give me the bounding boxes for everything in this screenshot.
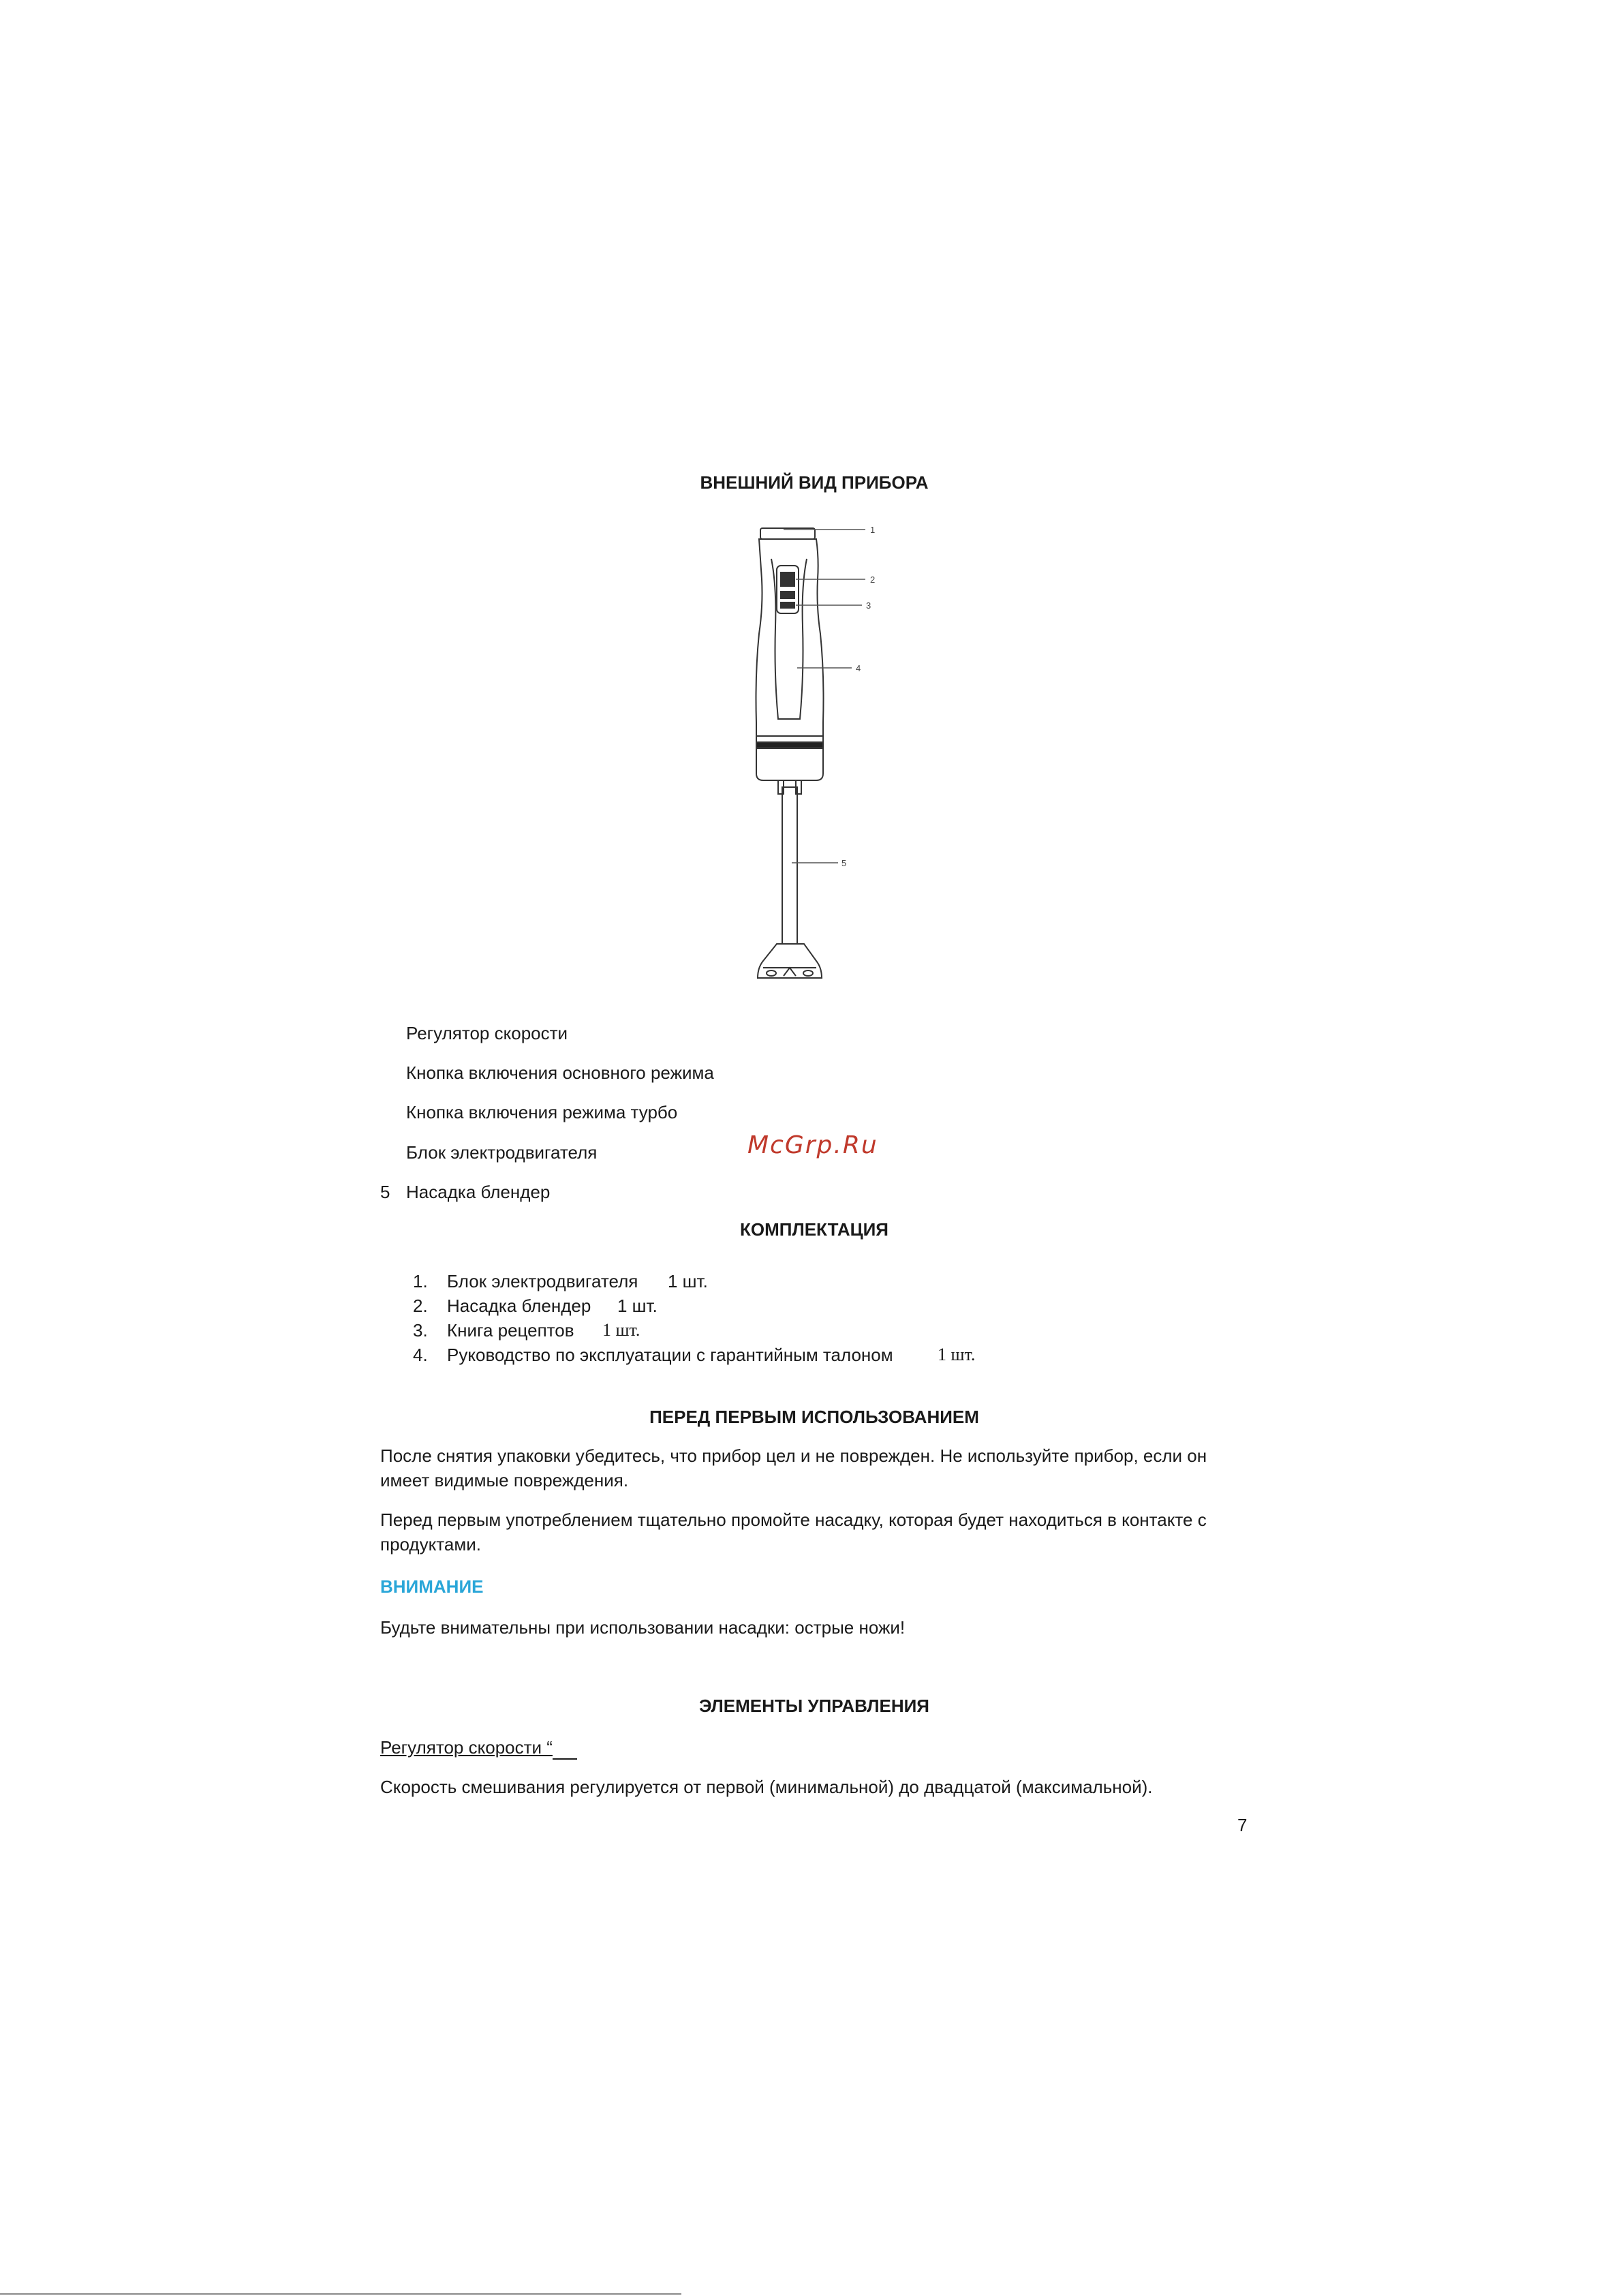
blender-diagram xyxy=(736,518,899,981)
callout-1: 1 xyxy=(870,525,876,535)
callout-5: 5 xyxy=(841,858,847,868)
part-label-1: Регулятор скорости xyxy=(406,1023,568,1043)
part-label-2: Кнопка включения основного режима xyxy=(406,1062,714,1083)
callout-2: 2 xyxy=(870,575,876,585)
contents-item-num-3: 3. xyxy=(413,1320,428,1341)
before-use-paragraph-2: Перед первым употреблением тщательно промойте насадку, которая будет находиться в контакте с продуктами. xyxy=(380,1510,1207,1555)
part-label-3: Кнопка включения режима турбо xyxy=(406,1102,678,1122)
section-title-appearance: ВНЕШНИЙ ВИД ПРИБОРА xyxy=(700,472,929,493)
contents-item-num-4: 4. xyxy=(413,1345,428,1365)
speed-regulator-label: Регулятор скорости “ xyxy=(380,1735,604,1760)
contents-item-qty-2: 1 шт. xyxy=(617,1296,658,1316)
part-number-5: 5 xyxy=(380,1182,390,1202)
contents-item-label-2: Насадка блендер xyxy=(447,1296,591,1316)
before-use-paragraph-1: После снятия упаковки убедитесь, что прибор цел и не поврежден. Не используйте прибор, если он имеет видимые повреждения. xyxy=(380,1445,1207,1490)
section-title-before-use: ПЕРЕД ПЕРВЫМ ИСПОЛЬЗОВАНИЕМ xyxy=(649,1407,979,1427)
section-title-contents: КОМПЛЕКТАЦИЯ xyxy=(740,1219,888,1240)
warning-text: Будьте внимательны при использовании насадки: острые ножи! xyxy=(380,1617,906,1638)
contents-item-num-2: 2. xyxy=(413,1296,428,1316)
contents-item-label-4: Руководство по эксплуатации с гарантийным талоном xyxy=(447,1345,893,1365)
contents-item-qty-4: 1 шт. xyxy=(938,1345,976,1364)
page-number: 7 xyxy=(1237,1815,1248,1835)
contents-item-qty-1: 1 шт. xyxy=(668,1271,708,1291)
part-label-5: Насадка блендер xyxy=(406,1182,551,1202)
warning-label: ВНИМАНИЕ xyxy=(380,1576,484,1597)
contents-item-label-1: Блок электродвигателя xyxy=(447,1271,638,1291)
callout-4: 4 xyxy=(856,663,861,673)
contents-item-label-3: Книга рецептов xyxy=(447,1320,574,1341)
contents-item-qty-3: 1 шт. xyxy=(602,1320,640,1340)
callout-3: 3 xyxy=(866,600,871,611)
watermark-text: McGrp.Ru xyxy=(747,1131,878,1159)
bottom-divider xyxy=(0,2293,681,2295)
part-label-4: Блок электродвигателя xyxy=(406,1142,598,1163)
contents-item-num-1: 1. xyxy=(413,1271,428,1291)
section-title-controls: ЭЛЕМЕНТЫ УПРАВЛЕНИЯ xyxy=(699,1696,929,1716)
speed-regulator-text: Скорость смешивания регулируется от первой (минимальной) до двадцатой (максимальной). xyxy=(380,1777,1153,1797)
